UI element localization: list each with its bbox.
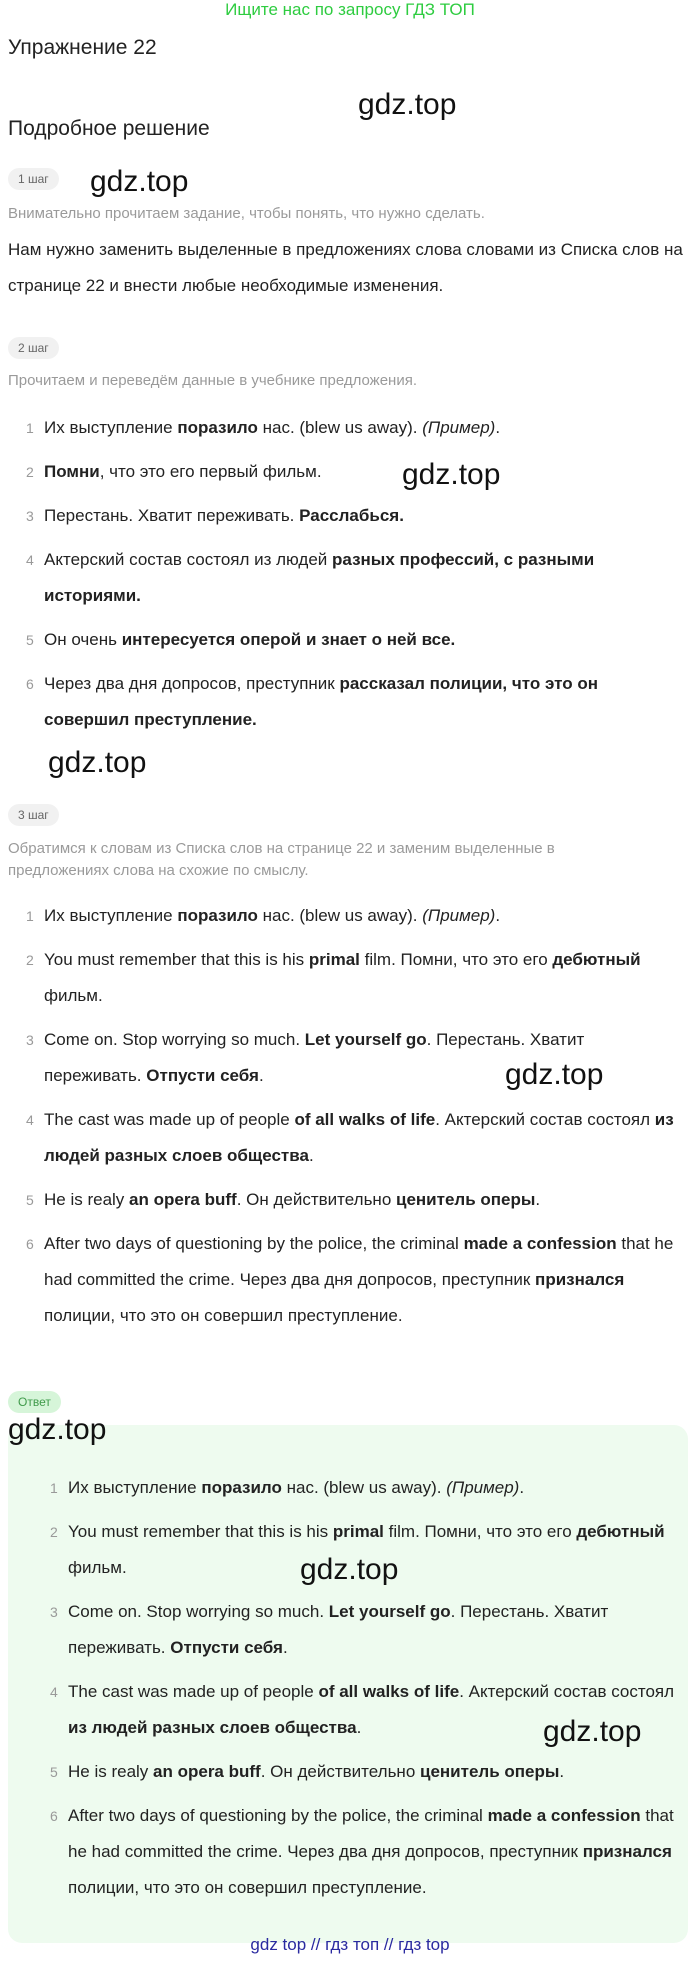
sentence-text: фильм. (68, 1558, 127, 1577)
sentence-text: . (356, 1718, 362, 1737)
sentence-text: The cast was made up of people (44, 1110, 295, 1129)
item-number: 5 (26, 1192, 34, 1208)
highlighted-phrase: ценитель оперы (396, 1190, 536, 1209)
list-item (50, 1798, 678, 1906)
highlighted-phrase: of all walks of life (318, 1682, 460, 1701)
highlighted-phrase: рассказал полиции, что это он совершил преступление. (44, 674, 598, 729)
highlighted-phrase: поразило (201, 1478, 282, 1497)
step-2-list (26, 410, 680, 746)
sentence-text: Come on. Stop worrying so much. (44, 1030, 305, 1049)
sentence-text: Он очень (44, 630, 122, 649)
step-3-hint: Обратимся к словам из Списка слов на странице 22 и заменим выделенные в предложениях слова на схожие по смыслу. (8, 840, 555, 879)
highlighted-phrase: Let yourself go (328, 1602, 451, 1621)
sentence-text: . (559, 1762, 565, 1781)
item-number: 2 (26, 464, 34, 480)
sentence-text: . Перестань. Хватит переживать. (68, 1602, 609, 1657)
answer-list (50, 1470, 678, 1914)
item-number: 3 (26, 1032, 34, 1048)
item-number: 1 (26, 908, 34, 924)
sentence-text: Их выступление (68, 1478, 202, 1497)
sentence-text: that he had committed the crime. Через два дня допросов, преступник (44, 1234, 674, 1289)
answer-badge: Ответ (8, 1391, 61, 1413)
sentence-text: You must remember that this is his (44, 950, 309, 969)
watermark: gdz.top (505, 1058, 604, 1091)
step-3-list (26, 898, 684, 1342)
sentence-text: . Перестань. Хватит переживать. (44, 1030, 585, 1085)
sentence-text: film. Помни, что это его (359, 950, 553, 969)
exercise-title: Упражнение 22 (8, 36, 157, 59)
item-number: 2 (50, 1524, 58, 1540)
sentence-text: Через два дня допросов, преступник (44, 674, 340, 693)
watermark: gdz.top (358, 88, 457, 121)
highlighted-phrase: дебютный (576, 1522, 665, 1541)
highlighted-phrase: ценитель оперы (420, 1762, 560, 1781)
highlighted-phrase: из людей разных слоев общества (44, 1110, 674, 1165)
list-item (26, 666, 680, 738)
sentence-text: . (535, 1190, 541, 1209)
step-3-badge: 3 шаг (8, 804, 59, 826)
list-item (26, 1102, 684, 1174)
list-item (26, 898, 684, 934)
item-number: 6 (26, 1236, 34, 1252)
item-number: 5 (26, 632, 34, 648)
highlighted-phrase: made a confession (487, 1806, 641, 1825)
highlighted-phrase: поразило (177, 906, 258, 925)
step-1-badge: 1 шаг (8, 168, 59, 190)
list-item (26, 498, 680, 534)
highlighted-phrase: Расслабься. (299, 506, 404, 525)
watermark: gdz.top (90, 165, 189, 198)
watermark: gdz.top (300, 1553, 399, 1586)
sentence-text: . (258, 1066, 264, 1085)
highlighted-phrase: Отпусти себя (170, 1638, 283, 1657)
sentence-text: He is realy (68, 1762, 154, 1781)
item-number: 5 (50, 1764, 58, 1780)
highlighted-phrase: Помни (44, 462, 100, 481)
item-number: 4 (26, 552, 34, 568)
sentence-text: Их выступление (44, 906, 178, 925)
sentence-text: film. Помни, что это его (383, 1522, 577, 1541)
sentence-text: Актерский состав состоял из людей (44, 550, 333, 569)
sentence-text: The cast was made up of people (68, 1682, 319, 1701)
highlighted-phrase: of all walks of life (294, 1110, 436, 1129)
sentence-text: . (282, 1638, 288, 1657)
list-item (26, 942, 684, 1014)
watermark: gdz.top (402, 458, 501, 491)
sentence-text: фильм. (44, 986, 103, 1005)
sentence-text: that he had committed the crime. Через два дня допросов, преступник (68, 1806, 674, 1861)
sentence-text: , что это его первый фильм. (99, 462, 322, 481)
sentence-text: After two days of questioning by the police, the criminal (68, 1806, 488, 1825)
sentence-text: Их выступление (44, 418, 178, 437)
highlighted-phrase: поразило (177, 418, 258, 437)
highlighted-phrase: из людей разных слоев общества (68, 1718, 357, 1737)
highlighted-phrase: Отпусти себя (146, 1066, 259, 1085)
item-number: 6 (26, 676, 34, 692)
highlighted-phrase: Let yourself go (304, 1030, 427, 1049)
step-1-text: Нам нужно заменить выделенные в предложениях слова словами из Списка слов на странице 22 и внести любые необходимые изменения. (8, 240, 683, 295)
sentence-text: After two days of questioning by the police, the criminal (44, 1234, 464, 1253)
list-item (26, 410, 680, 446)
watermark: gdz.top (48, 746, 147, 779)
sentence-text: нас. (blew us away). (257, 418, 423, 437)
highlighted-phrase: an opera buff (129, 1190, 237, 1209)
sentence-text: нас. (blew us away). (257, 906, 423, 925)
sentence-text: полиции, что это он совершил преступление. (44, 1306, 403, 1325)
item-number: 6 (50, 1808, 58, 1824)
sentence-text: . (308, 1146, 314, 1165)
highlighted-phrase: признался (535, 1270, 625, 1289)
watermark: gdz.top (8, 1413, 107, 1446)
solution-heading: Подробное решение (8, 117, 210, 140)
sentence-text: . Он действительно (236, 1190, 396, 1209)
sentence-text: Come on. Stop worrying so much. (68, 1602, 329, 1621)
example-note: (Пример) (422, 418, 496, 437)
list-item (26, 622, 680, 658)
sentence-text: He is realy (44, 1190, 130, 1209)
example-note: (Пример) (422, 906, 496, 925)
sentence-text: . (495, 906, 501, 925)
list-item (26, 1182, 684, 1218)
highlighted-phrase: интересуется оперой и знает о ней все. (121, 630, 456, 649)
sentence-text: . Он действительно (260, 1762, 420, 1781)
step-2-hint: Прочитаем и переведём данные в учебнике предложения. (8, 372, 418, 389)
step-1-hint: Внимательно прочитаем задание, чтобы понять, что нужно сделать. (8, 205, 485, 222)
highlighted-phrase: разных профессий, с разными историями. (44, 550, 595, 605)
sentence-text: . (495, 418, 501, 437)
step-2-badge: 2 шаг (8, 337, 59, 359)
footer-links[interactable]: gdz top // гдз топ // гдз top (250, 1935, 450, 1954)
list-item (50, 1470, 678, 1506)
highlighted-phrase: primal (308, 950, 360, 969)
highlighted-phrase: primal (332, 1522, 384, 1541)
sentence-text: нас. (blew us away). (281, 1478, 447, 1497)
list-item (26, 454, 680, 490)
item-number: 2 (26, 952, 34, 968)
item-number: 1 (50, 1480, 58, 1496)
sentence-text: полиции, что это он совершил преступление. (68, 1878, 427, 1897)
item-number: 3 (26, 508, 34, 524)
list-item (50, 1594, 678, 1666)
item-number: 3 (50, 1604, 58, 1620)
list-item (26, 1226, 684, 1334)
item-number: 1 (26, 420, 34, 436)
highlighted-phrase: признался (582, 1842, 672, 1861)
highlighted-phrase: an opera buff (153, 1762, 261, 1781)
sentence-text: . (519, 1478, 525, 1497)
top-banner[interactable]: Ищите нас по запросу ГДЗ ТОП (225, 0, 475, 19)
list-item (26, 542, 680, 614)
list-item (50, 1754, 678, 1790)
example-note: (Пример) (446, 1478, 520, 1497)
highlighted-phrase: дебютный (552, 950, 641, 969)
sentence-text: . Актерский состав состоял (435, 1110, 655, 1129)
sentence-text: . Актерский состав состоял (459, 1682, 675, 1701)
sentence-text: You must remember that this is his (68, 1522, 333, 1541)
item-number: 4 (26, 1112, 34, 1128)
highlighted-phrase: made a confession (463, 1234, 617, 1253)
sentence-text: Перестань. Хватит переживать. (44, 506, 300, 525)
item-number: 4 (50, 1684, 58, 1700)
watermark: gdz.top (543, 1715, 642, 1748)
